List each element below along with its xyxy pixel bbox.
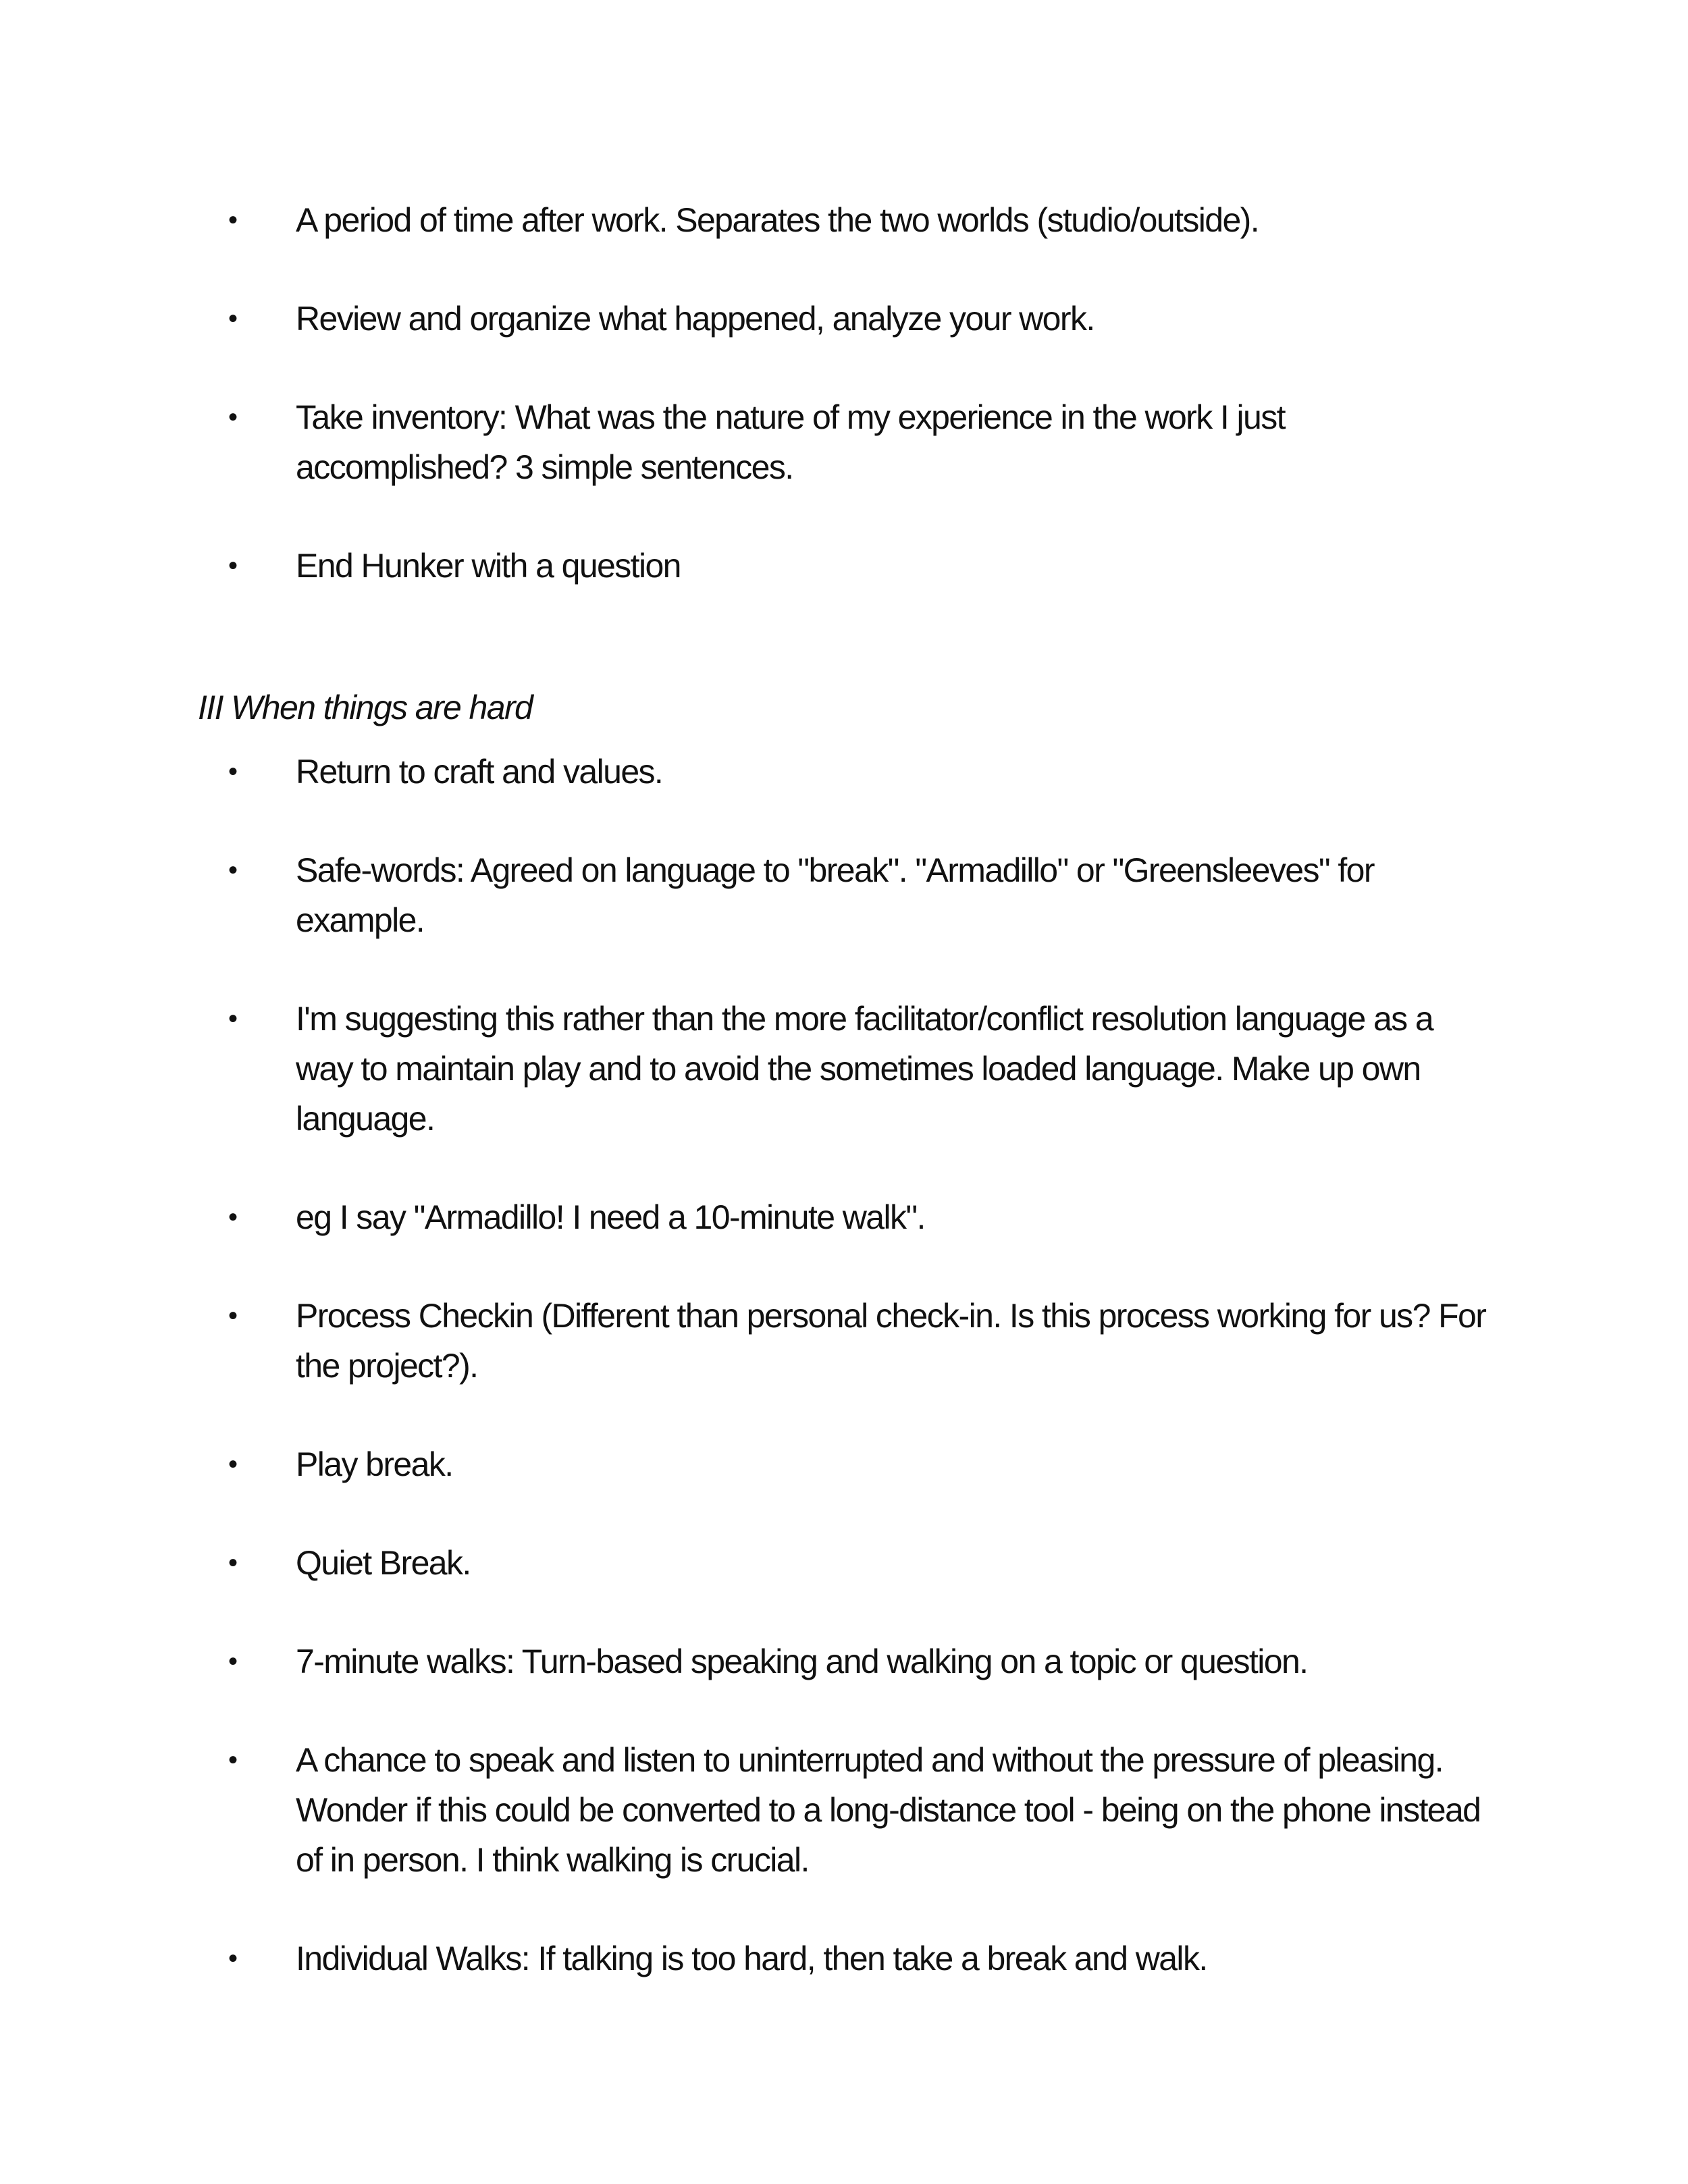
list-item-text: Play break. xyxy=(296,1445,453,1483)
list-item-text: Quiet Break. xyxy=(296,1544,471,1582)
bullet-list-after-work xyxy=(0,195,1688,639)
bullet-icon: • xyxy=(228,757,238,787)
bullet-icon: • xyxy=(228,855,238,885)
list-item-text: Return to craft and values. xyxy=(296,753,663,791)
list-item-text: Take inventory: What was the nature of my experience in the work I just accomplished? 3 simple sentences. xyxy=(296,398,1285,486)
list-item-text: eg I say "Armadillo! I need a 10-minute walk". xyxy=(296,1198,925,1236)
list-item xyxy=(0,747,1688,797)
list-item-text: Individual Walks: If talking is too hard, then take a break and walk. xyxy=(296,1940,1207,1977)
list-item xyxy=(0,1192,1688,1242)
list-item xyxy=(0,1735,1688,1885)
list-item xyxy=(0,1291,1688,1391)
list-item xyxy=(0,845,1688,945)
bullet-icon: • xyxy=(228,1745,238,1775)
bullet-icon: • xyxy=(228,1004,238,1034)
bullet-icon: • xyxy=(228,1944,238,1973)
list-item xyxy=(0,1934,1688,1983)
bullet-icon: • xyxy=(228,1202,238,1232)
list-item xyxy=(0,541,1688,591)
list-item-text: Safe-words: Agreed on language to "break". "Armadillo" or "Greensleeves" for example. xyxy=(296,851,1374,939)
bullet-icon: • xyxy=(228,205,238,235)
list-item xyxy=(0,1538,1688,1588)
list-item-text: End Hunker with a question xyxy=(296,547,681,585)
list-item-text: A period of time after work. Separates the two worlds (studio/outside). xyxy=(296,201,1259,239)
list-item xyxy=(0,1636,1688,1686)
bullet-list-when-things-are-hard xyxy=(0,747,1688,2032)
list-item xyxy=(0,994,1688,1144)
list-item-text: 7-minute walks: Turn-based speaking and walking on a topic or question. xyxy=(296,1643,1308,1680)
list-item-text: Process Checkin (Different than personal check-in. Is this process working for us? For the project?). xyxy=(296,1297,1486,1385)
list-item xyxy=(0,195,1688,245)
bullet-icon: • xyxy=(228,551,238,581)
list-item xyxy=(0,294,1688,344)
list-item xyxy=(0,392,1688,492)
list-item-text: Review and organize what happened, analyze your work. xyxy=(296,300,1094,338)
bullet-icon: • xyxy=(228,402,238,432)
bullet-icon: • xyxy=(228,1449,238,1479)
section-heading: III When things are hard xyxy=(198,689,533,726)
list-item-text: A chance to speak and listen to uninterrupted and without the pressure of pleasing. Wonder if this could be converted to a long-distance tool - being on the phone instead of in person. I think walking is crucial. xyxy=(296,1741,1481,1879)
list-item-text: I'm suggesting this rather than the more facilitator/conflict resolution language as a way to maintain play and to avoid the sometimes loaded language. Make up own language. xyxy=(296,1000,1433,1138)
bullet-icon: • xyxy=(228,1647,238,1676)
bullet-icon: • xyxy=(228,304,238,334)
bullet-icon: • xyxy=(228,1301,238,1331)
list-item xyxy=(0,1439,1688,1489)
bullet-icon: • xyxy=(228,1548,238,1578)
